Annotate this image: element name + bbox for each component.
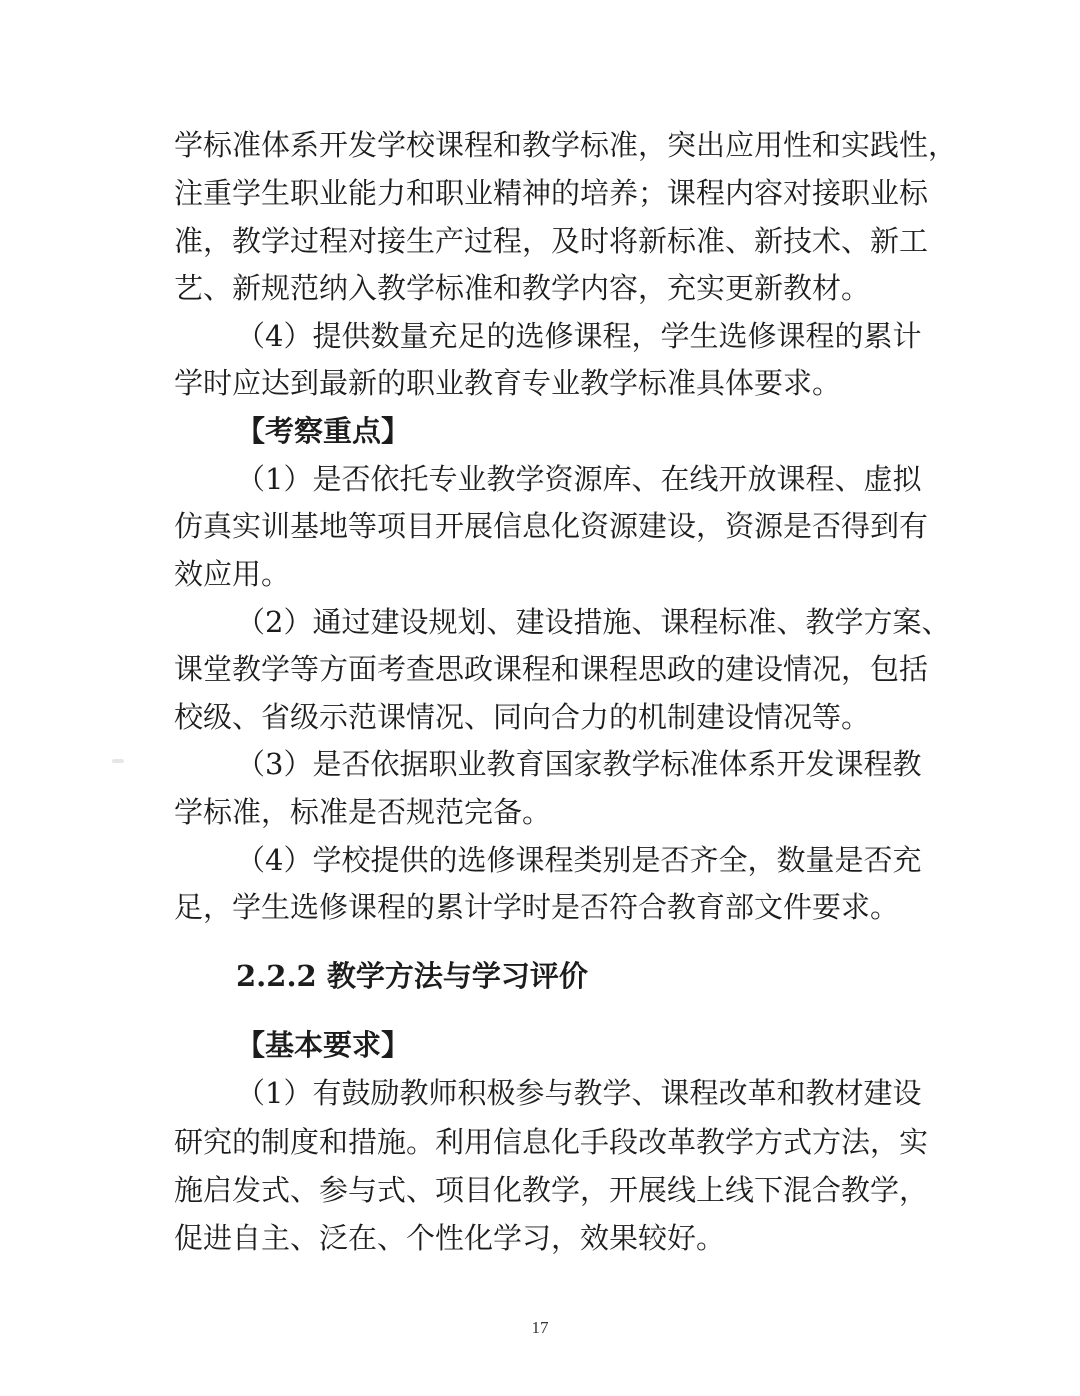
page-number: 17 bbox=[531, 1318, 549, 1337]
scan-artifact bbox=[112, 759, 124, 763]
text-line: 学时应达到最新的职业教育专业教学标准具体要求。 bbox=[174, 366, 842, 400]
text-line: 艺、新规范纳入教学标准和教学内容，充实更新教材。 bbox=[174, 271, 871, 305]
section-title: 2.2.2 教学方法与学习评价 bbox=[236, 959, 588, 993]
text-line: （4）提供数量充足的选修课程，学生选修课程的累计 bbox=[236, 319, 922, 353]
text-line: 研究的制度和措施。利用信息化手段改革教学方式方法，实 bbox=[174, 1125, 929, 1159]
text-line: 仿真实训基地等项目开展信息化资源建设，资源是否得到有 bbox=[174, 509, 929, 543]
basic-requirements-heading: 【基本要求】 bbox=[236, 1028, 411, 1062]
text-line: 施启发式、参与式、项目化教学，开展线上线下混合教学， bbox=[174, 1173, 929, 1207]
text-line: 学标准体系开发学校课程和教学标准，突出应用性和实践性， bbox=[174, 128, 958, 162]
text-line: （1）是否依托专业教学资源库、在线开放课程、虚拟 bbox=[236, 462, 922, 496]
text-line: 促进自主、泛在、个性化学习，效果较好。 bbox=[174, 1221, 726, 1255]
text-line: （2）通过建设规划、建设措施、课程标准、教学方案、 bbox=[236, 605, 951, 639]
text-line: 效应用。 bbox=[174, 557, 291, 591]
text-line: 准，教学过程对接生产过程，及时将新标准、新技术、新工 bbox=[174, 224, 929, 258]
text-line: 注重学生职业能力和职业精神的培养；课程内容对接职业标 bbox=[174, 176, 929, 210]
text-line: 学标准，标准是否规范完备。 bbox=[174, 795, 552, 829]
text-line: （3）是否依据职业教育国家教学标准体系开发课程教 bbox=[236, 747, 922, 781]
key-points-heading: 【考察重点】 bbox=[236, 414, 411, 448]
text-line: （1）有鼓励教师积极参与教学、课程改革和教材建设 bbox=[236, 1076, 922, 1110]
text-line: （4）学校提供的选修课程类别是否齐全，数量是否充 bbox=[236, 843, 922, 877]
text-line: 校级、省级示范课情况、同向合力的机制建设情况等。 bbox=[174, 700, 871, 734]
text-line: 足，学生选修课程的累计学时是否符合教育部文件要求。 bbox=[174, 890, 900, 924]
text-line: 课堂教学等方面考查思政课程和课程思政的建设情况，包括 bbox=[174, 652, 929, 686]
